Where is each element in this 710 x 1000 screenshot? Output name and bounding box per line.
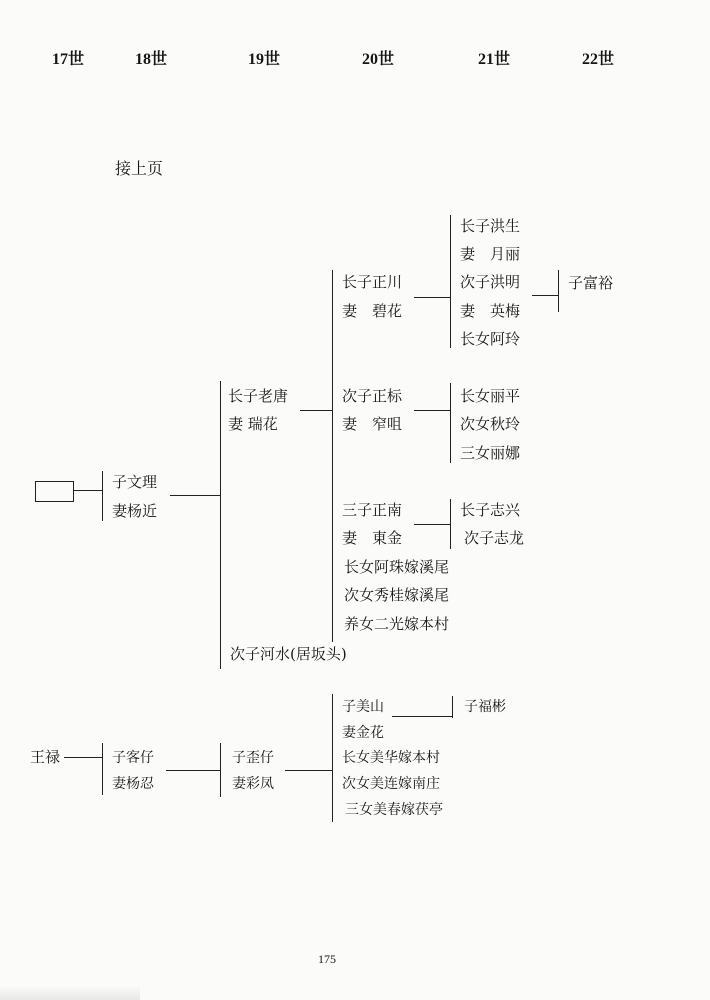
person-b2-g18-wife: 妻杨忍 <box>112 776 154 792</box>
empty-name-box <box>35 481 74 502</box>
generation-22: 22世 <box>582 51 615 68</box>
connector <box>392 716 452 717</box>
scan-edge-shadow <box>0 986 140 1000</box>
connector <box>332 270 333 642</box>
person-g20-daughter-2: 次女秀桂嫁溪尾 <box>344 586 450 604</box>
person-g20-b-wife: 妻 窄咀 <box>342 415 403 433</box>
connector <box>64 757 102 758</box>
person-g20-daughter-1: 长女阿珠嫁溪尾 <box>344 558 450 576</box>
person-g21-a-2: 妻 月丽 <box>460 245 521 263</box>
person-g21-c-2: 次子志龙 <box>464 529 525 547</box>
person-b2-g21: 子福彬 <box>464 699 506 715</box>
connector <box>532 295 558 296</box>
person-g19-son2: 次子河水(居坂头) <box>230 645 347 663</box>
person-b2-g20-daughter-3: 三女美春嫁茯亭 <box>345 802 443 818</box>
person-g20-a-son: 长子正川 <box>342 273 403 291</box>
connector <box>285 770 332 771</box>
person-b2-g18-son: 子客仔 <box>112 750 154 766</box>
person-b2-g20-daughter-2: 次女美连嫁南庄 <box>342 776 440 792</box>
connector <box>220 743 221 797</box>
person-g22-a: 子富裕 <box>568 274 614 292</box>
connector <box>558 270 559 312</box>
connector <box>332 694 333 822</box>
person-g17: 王禄 <box>30 748 61 766</box>
page-number: 175 <box>318 952 336 966</box>
person-g20-a-wife: 妻 碧花 <box>342 302 403 320</box>
generation-21: 21世 <box>478 51 511 68</box>
person-g21-b-2: 次女秋玲 <box>460 415 521 433</box>
person-g20-daughter-3: 养女二光嫁本村 <box>344 615 450 633</box>
person-g18-wife: 妻杨近 <box>112 502 158 520</box>
person-b2-g20-wife: 妻金花 <box>342 725 384 741</box>
person-g19-son1-wife: 妻 瑞花 <box>228 415 278 433</box>
person-g21-c-1: 长子志兴 <box>460 501 521 519</box>
person-g21-b-3: 三女丽娜 <box>460 444 521 462</box>
connector <box>220 381 221 669</box>
person-g21-a-1: 长子洪生 <box>460 217 521 235</box>
connector <box>450 383 451 463</box>
person-g19-son1: 长子老唐 <box>228 387 289 405</box>
generation-17: 17世 <box>52 51 85 68</box>
person-g20-b-son: 次子正标 <box>342 387 403 405</box>
connector <box>414 524 450 525</box>
connector <box>170 495 220 496</box>
connector <box>452 696 453 718</box>
connector <box>450 215 451 348</box>
person-g21-a-4: 妻 英梅 <box>460 302 521 320</box>
person-g20-c-son: 三子正南 <box>342 501 403 519</box>
connector <box>166 770 220 771</box>
person-g21-a-5: 长女阿玲 <box>460 330 521 348</box>
person-g20-c-wife: 妻 東金 <box>342 529 403 547</box>
person-g18-son: 子文理 <box>112 473 158 491</box>
person-g21-b-1: 长女丽平 <box>460 387 521 405</box>
generation-20: 20世 <box>362 51 395 68</box>
generation-19: 19世 <box>248 51 281 68</box>
continued-from-previous-page: 接上页 <box>115 159 164 178</box>
connector <box>102 743 103 795</box>
person-g21-a-3: 次子洪明 <box>460 273 521 291</box>
connector <box>414 410 450 411</box>
connector <box>102 471 103 521</box>
person-b2-g20-daughter-1: 长女美华嫁本村 <box>342 750 440 766</box>
connector <box>74 490 102 491</box>
connector <box>300 410 332 411</box>
person-b2-g19-wife: 妻彩凤 <box>232 776 274 792</box>
connector <box>414 297 450 298</box>
person-b2-g20-son: 子美山 <box>342 699 384 715</box>
generation-18: 18世 <box>135 51 168 68</box>
person-b2-g19-son: 子歪仔 <box>232 750 274 766</box>
connector <box>450 499 451 549</box>
